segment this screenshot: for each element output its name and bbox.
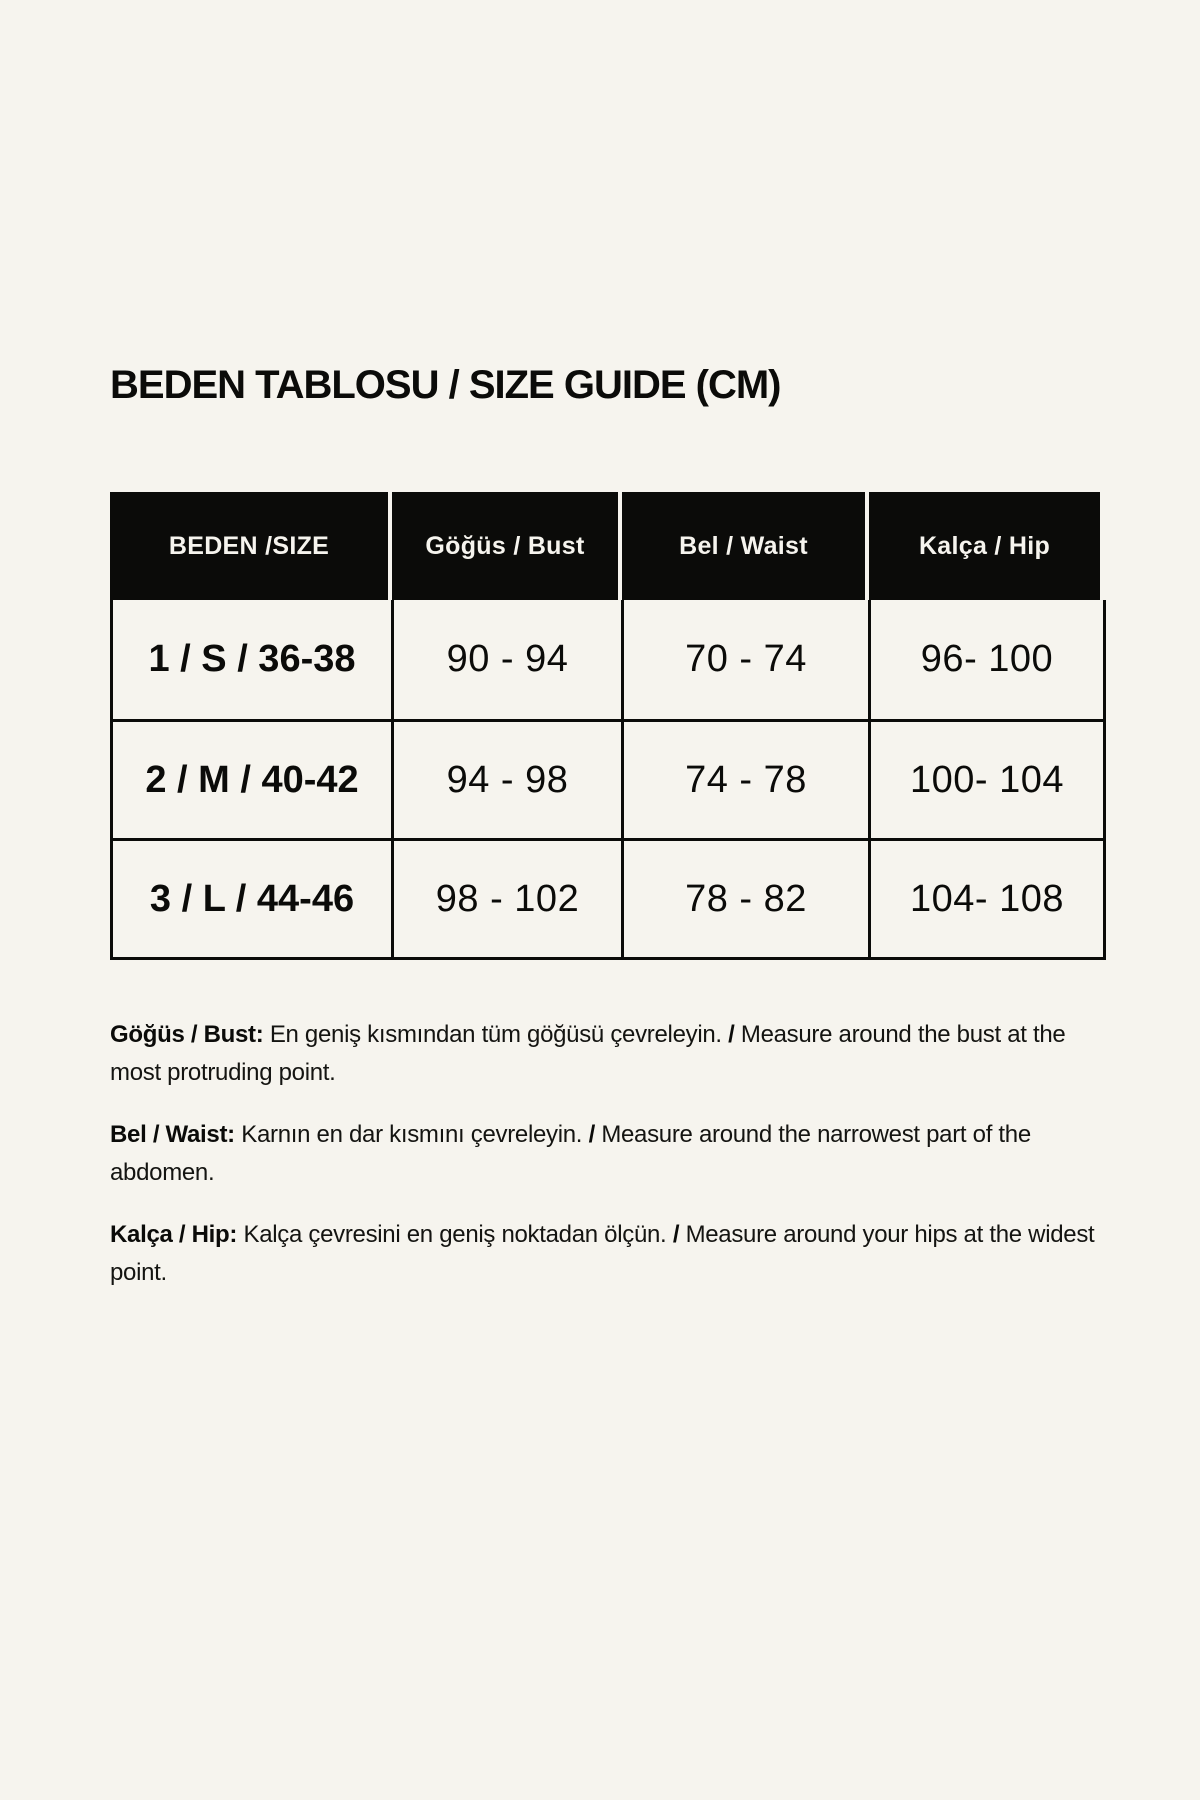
waist-cell: 74 - 78 (621, 719, 868, 838)
note-hip (110, 1216, 1110, 1292)
waist-cell: 78 - 82 (621, 838, 868, 957)
header-cell-bust: Göğüs / Bust (388, 492, 618, 600)
hip-cell: 100- 104 (868, 719, 1103, 838)
note-hip-tr: Kalça çevresini en geniş noktadan ölçün. (243, 1221, 667, 1248)
waist-cell: 70 - 74 (621, 600, 868, 719)
size-cell: 2 / M / 40-42 (113, 719, 391, 838)
note-hip-label: Kalça / Hip: (110, 1221, 238, 1248)
bust-cell: 90 - 94 (391, 600, 621, 719)
bust-cell: 94 - 98 (391, 719, 621, 838)
header-cell-hip: Kalça / Hip (865, 492, 1100, 600)
table-header-row (110, 492, 1100, 600)
note-hip-en: Measure around your hips at the widest point. (110, 1221, 1095, 1286)
table-body (110, 600, 1106, 960)
note-hip-separator: / (672, 1221, 680, 1248)
note-bust-en: Measure around the bust at the most protruding point. (110, 1021, 1066, 1086)
note-waist-separator: / (588, 1121, 595, 1148)
note-bust-separator: / (728, 1021, 735, 1048)
page-content (110, 0, 1110, 1316)
note-waist-tr: Karnın en dar kısmını çevreleyin. (241, 1121, 583, 1148)
size-cell: 3 / L / 44-46 (113, 838, 391, 957)
note-waist (110, 1116, 1110, 1192)
header-cell-waist: Bel / Waist (618, 492, 865, 600)
note-bust (110, 1016, 1110, 1092)
note-waist-en: Measure around the narrowest part of the abdomen. (110, 1121, 1031, 1186)
note-bust-tr: En geniş kısmından tüm göğüsü çevreleyin. (269, 1021, 722, 1048)
bust-cell: 98 - 102 (391, 838, 621, 957)
measurement-notes (110, 1016, 1110, 1292)
note-bust-label: Göğüs / Bust: (110, 1021, 264, 1048)
page-title: BEDEN TABLOSU / SIZE GUIDE (CM) (110, 363, 781, 407)
size-guide-table (110, 492, 1106, 960)
header-cell-size: BEDEN /SIZE (110, 492, 388, 600)
size-cell: 1 / S / 36-38 (113, 600, 391, 719)
hip-cell: 104- 108 (868, 838, 1103, 957)
note-waist-label: Bel / Waist: (110, 1121, 235, 1148)
hip-cell: 96- 100 (868, 600, 1103, 719)
